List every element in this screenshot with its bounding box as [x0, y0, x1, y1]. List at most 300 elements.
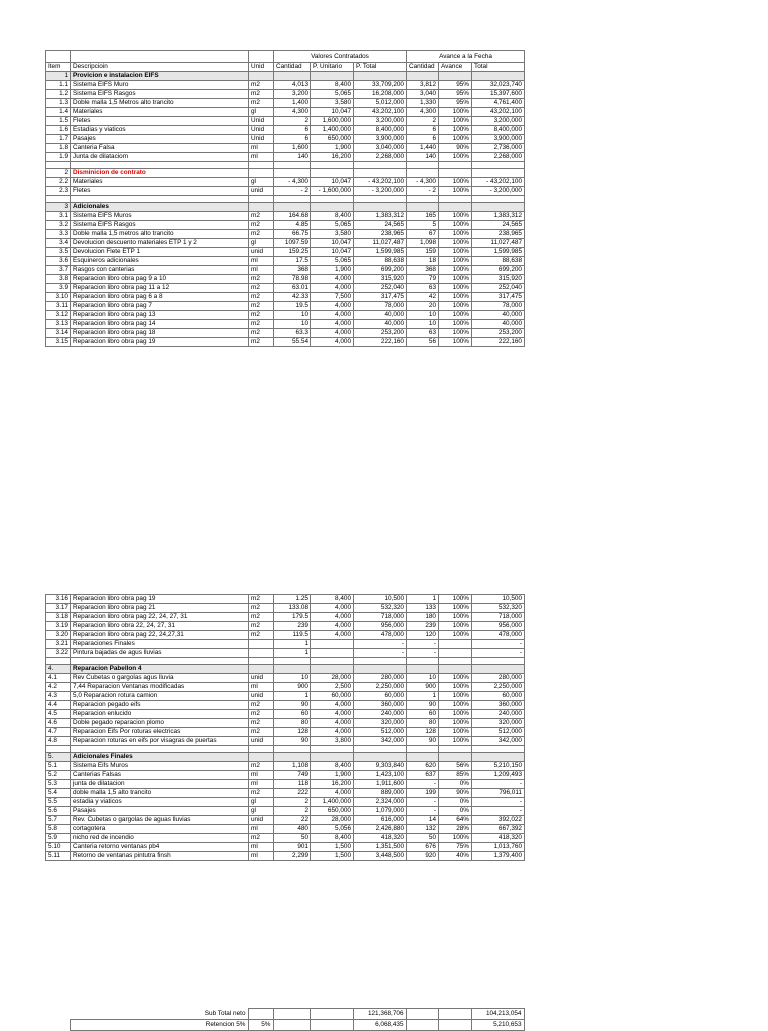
progress-pct-cell: 100% — [439, 604, 472, 613]
item-cell: 3.1 — [46, 212, 71, 221]
unit-price-cell: 1,500 — [311, 852, 354, 861]
table-row — [46, 780, 525, 789]
progress-total-cell: 78,000 — [472, 302, 525, 311]
col-header-quantity: Cantidad — [274, 63, 311, 72]
progress-quantity-cell: - 2 — [407, 187, 439, 196]
progress-quantity-cell: 5 — [407, 221, 439, 230]
quantity-cell — [274, 203, 311, 212]
subtotal-contracted: 121,368,706 — [353, 1009, 406, 1020]
progress-total-cell: 796,011 — [472, 789, 525, 798]
unit-price-cell: 5,065 — [311, 221, 354, 230]
table-row — [46, 710, 525, 719]
unit-cell: m2 — [249, 631, 274, 640]
quantity-cell: 480 — [274, 825, 311, 834]
description-cell: Rasgos con canterias — [71, 266, 249, 275]
total-price-cell: 320,000 — [354, 719, 407, 728]
unit-price-cell: - 1,600,000 — [311, 187, 354, 196]
col-header-item: Item — [46, 63, 71, 72]
unit-price-cell: 8,400 — [311, 81, 354, 90]
item-cell: 3.14 — [46, 329, 71, 338]
item-cell: 4.6 — [46, 719, 71, 728]
total-price-cell — [354, 753, 407, 762]
progress-quantity-cell: 920 — [407, 852, 439, 861]
progress-quantity-cell: 637 — [407, 771, 439, 780]
progress-quantity-cell: 1 — [407, 692, 439, 701]
progress-total-cell: 1,379,400 — [472, 852, 525, 861]
progress-pct-cell: 100% — [439, 329, 472, 338]
progress-pct-cell: 100% — [439, 692, 472, 701]
total-price-cell: 240,000 — [354, 710, 407, 719]
progress-total-cell: 43,202,100 — [472, 108, 525, 117]
unit-cell: ml — [249, 683, 274, 692]
progress-total-cell: 1,209,493 — [472, 771, 525, 780]
quantity-cell: 2 — [274, 117, 311, 126]
subtotal-progress: 104,213,054 — [471, 1009, 524, 1020]
unit-price-cell: 16,200 — [311, 780, 354, 789]
progress-pct-cell: 100% — [439, 311, 472, 320]
unit-price-cell: 5,065 — [311, 257, 354, 266]
progress-total-cell: 253,200 — [472, 329, 525, 338]
contract-table-page-1 — [45, 50, 525, 347]
spacer-cell — [71, 746, 249, 753]
progress-quantity-cell: 79 — [407, 275, 439, 284]
total-price-cell: 418,320 — [354, 834, 407, 843]
spacer-cell — [274, 658, 311, 665]
table-row — [46, 834, 525, 843]
table-row — [46, 843, 525, 852]
spacer-cell — [71, 658, 249, 665]
unit-cell: Unid — [249, 117, 274, 126]
spacer-cell — [354, 658, 407, 665]
group-header-contracted: Valores Contratados — [274, 51, 407, 63]
quantity-cell: 63.01 — [274, 284, 311, 293]
table-row — [46, 338, 525, 347]
description-cell: Sistema EIFS Rasgos — [71, 90, 249, 99]
spacer-cell — [354, 162, 407, 169]
description-cell: nicho red de incendio — [71, 834, 249, 843]
unit-price-cell: 4,000 — [311, 710, 354, 719]
progress-total-cell: 512,000 — [472, 728, 525, 737]
progress-quantity-cell: 50 — [407, 834, 439, 843]
progress-total-cell: 4,761,400 — [472, 99, 525, 108]
item-cell: 4.2 — [46, 683, 71, 692]
progress-quantity-cell: 133 — [407, 604, 439, 613]
item-cell: 2.3 — [46, 187, 71, 196]
total-price-cell: 2,324,000 — [354, 798, 407, 807]
quantity-cell — [274, 169, 311, 178]
table-row — [46, 248, 525, 257]
item-cell: 3.22 — [46, 649, 71, 658]
description-cell: Sistema EIFS Muro — [71, 81, 249, 90]
total-price-cell: 1,383,312 — [354, 212, 407, 221]
progress-total-cell: 360,000 — [472, 701, 525, 710]
unit-price-cell: 4,000 — [311, 338, 354, 347]
table-row — [46, 187, 525, 196]
progress-pct-cell: 100% — [439, 683, 472, 692]
progress-total-cell: 532,320 — [472, 604, 525, 613]
progress-total-cell — [472, 665, 525, 674]
spacer-row — [46, 196, 525, 203]
table-row — [46, 762, 525, 771]
item-cell: 1.1 — [46, 81, 71, 90]
progress-quantity-cell: 900 — [407, 683, 439, 692]
unit-price-cell: 60,000 — [311, 692, 354, 701]
unit-price-cell: 3,580 — [311, 99, 354, 108]
item-cell: 1.9 — [46, 153, 71, 162]
progress-pct-cell — [439, 649, 472, 658]
spacer-cell — [249, 162, 274, 169]
unit-cell: ml — [249, 257, 274, 266]
spacer-cell — [46, 162, 71, 169]
unit-cell: m2 — [249, 212, 274, 221]
item-cell: 1.3 — [46, 99, 71, 108]
progress-pct-cell: 85% — [439, 771, 472, 780]
progress-quantity-cell: 18 — [407, 257, 439, 266]
unit-price-cell: 4,000 — [311, 329, 354, 338]
unit-price-cell: 3,800 — [311, 737, 354, 746]
unit-cell: m2 — [249, 338, 274, 347]
progress-total-cell: 392,022 — [472, 816, 525, 825]
progress-quantity-cell: 60 — [407, 710, 439, 719]
description-cell: 7,44 Reparacion Ventanas modificadas — [71, 683, 249, 692]
description-cell: Reparaciones Finales — [71, 640, 249, 649]
total-price-cell: 16,208,000 — [354, 90, 407, 99]
description-cell: Reparacion libro obra pag 14 — [71, 320, 249, 329]
unit-cell: gl — [249, 178, 274, 187]
description-cell: Reparacion libro obra pag 21 — [71, 604, 249, 613]
progress-total-cell: - 3,200,000 — [472, 187, 525, 196]
description-cell: Materiales — [71, 108, 249, 117]
progress-total-cell — [472, 203, 525, 212]
total-price-cell: 699,200 — [354, 266, 407, 275]
progress-total-cell: - — [472, 798, 525, 807]
column-header-row — [46, 63, 525, 72]
description-cell: Reparacion libro obra pag 6 a 8 — [71, 293, 249, 302]
progress-pct-cell: 100% — [439, 153, 472, 162]
item-cell: 4. — [46, 665, 71, 674]
spacer-cell — [274, 746, 311, 753]
table-row — [46, 275, 525, 284]
description-cell: Doble malla 1,5 Metros alto trancito — [71, 99, 249, 108]
progress-pct-cell: 100% — [439, 212, 472, 221]
unit-cell — [249, 665, 274, 674]
progress-pct-cell: 0% — [439, 798, 472, 807]
item-cell: 3.2 — [46, 221, 71, 230]
unit-price-cell — [311, 753, 354, 762]
item-cell: 2.2 — [46, 178, 71, 187]
quantity-cell: 164.68 — [274, 212, 311, 221]
table-row — [46, 613, 525, 622]
unit-price-cell: 4,000 — [311, 284, 354, 293]
progress-quantity-cell: 2 — [407, 117, 439, 126]
progress-pct-cell: 100% — [439, 613, 472, 622]
description-cell: Reparacion Eifs Por roturas electricas — [71, 728, 249, 737]
unit-cell: m2 — [249, 595, 274, 604]
progress-total-cell: 222,160 — [472, 338, 525, 347]
description-cell: 5,0 Reparacion rotura camion — [71, 692, 249, 701]
quantity-cell: 2 — [274, 798, 311, 807]
unit-cell: m2 — [249, 221, 274, 230]
unit-cell: m2 — [249, 320, 274, 329]
table-row — [46, 81, 525, 90]
description-cell: cortagotera — [71, 825, 249, 834]
progress-pct-cell: 100% — [439, 108, 472, 117]
total-price-cell: 360,000 — [354, 701, 407, 710]
description-cell: Reparacion libro obra pag 18 — [71, 329, 249, 338]
spacer-cell — [249, 196, 274, 203]
quantity-cell: 900 — [274, 683, 311, 692]
spacer-cell — [249, 658, 274, 665]
unit-cell: gl — [249, 807, 274, 816]
quantity-cell: 2,299 — [274, 852, 311, 861]
progress-quantity-cell — [407, 203, 439, 212]
quantity-cell: 2 — [274, 807, 311, 816]
unit-price-cell: 2,500 — [311, 683, 354, 692]
quantity-cell: 6 — [274, 126, 311, 135]
total-price-cell: 889,000 — [354, 789, 407, 798]
progress-quantity-cell — [407, 753, 439, 762]
total-price-cell — [354, 665, 407, 674]
description-cell: Pintura bajadas de agus lluvias — [71, 649, 249, 658]
total-price-cell: 3,040,000 — [354, 144, 407, 153]
unit-price-cell: 16,200 — [311, 153, 354, 162]
retention-label: Retencion 5% — [70, 1020, 248, 1031]
unit-cell: unid — [249, 248, 274, 257]
unit-cell: m2 — [249, 302, 274, 311]
unit-cell: m2 — [249, 311, 274, 320]
col-header-unit-price: P. Unitario — [311, 63, 354, 72]
progress-pct-cell — [439, 169, 472, 178]
quantity-cell: 10 — [274, 320, 311, 329]
progress-total-cell: 956,000 — [472, 622, 525, 631]
progress-quantity-cell: 368 — [407, 266, 439, 275]
spacer-cell — [407, 746, 439, 753]
spacer-row — [46, 162, 525, 169]
unit-price-cell: 8,400 — [311, 595, 354, 604]
unit-cell: ml — [249, 825, 274, 834]
progress-quantity-cell: 10 — [407, 674, 439, 683]
unit-cell: m2 — [249, 90, 274, 99]
progress-pct-cell: 100% — [439, 701, 472, 710]
total-price-cell: 78,000 — [354, 302, 407, 311]
description-cell: Fletes — [71, 117, 249, 126]
table-row — [46, 640, 525, 649]
progress-pct-cell: 56% — [439, 762, 472, 771]
unit-price-cell: 5,056 — [311, 825, 354, 834]
progress-pct-cell: 95% — [439, 99, 472, 108]
group-header-row — [46, 51, 525, 63]
progress-pct-cell: 100% — [439, 710, 472, 719]
progress-total-cell: 10,500 — [472, 595, 525, 604]
progress-quantity-cell: 14 — [407, 816, 439, 825]
description-cell: Materiales — [71, 178, 249, 187]
quantity-cell: 749 — [274, 771, 311, 780]
item-cell: 1.7 — [46, 135, 71, 144]
unit-cell: m2 — [249, 719, 274, 728]
table-row — [46, 135, 525, 144]
total-price-cell: 718,000 — [354, 613, 407, 622]
progress-quantity-cell: 140 — [407, 153, 439, 162]
item-cell: 2 — [46, 169, 71, 178]
progress-quantity-cell: 90 — [407, 737, 439, 746]
progress-pct-cell: 0% — [439, 780, 472, 789]
description-cell: Sistema EIFS Rasgos — [71, 221, 249, 230]
item-cell: 3.20 — [46, 631, 71, 640]
unit-cell: ml — [249, 843, 274, 852]
quantity-cell: 1 — [274, 692, 311, 701]
total-price-cell: 315,920 — [354, 275, 407, 284]
item-cell: 5.5 — [46, 798, 71, 807]
quantity-cell: 63.3 — [274, 329, 311, 338]
item-cell: 1.6 — [46, 126, 71, 135]
table-row — [46, 674, 525, 683]
description-cell: Rev. Cubetas o gargolas de aguas lluvias — [71, 816, 249, 825]
progress-total-cell: 24,565 — [472, 221, 525, 230]
unit-price-cell: 650,000 — [311, 135, 354, 144]
progress-quantity-cell: 1 — [407, 595, 439, 604]
unit-price-cell: 4,000 — [311, 311, 354, 320]
spacer-cell — [407, 658, 439, 665]
unit-price-cell: 8,400 — [311, 762, 354, 771]
progress-quantity-cell: 3,040 — [407, 90, 439, 99]
item-cell: 5.8 — [46, 825, 71, 834]
description-cell: Devolucion descuento materiales ETP 1 y 2 — [71, 239, 249, 248]
progress-total-cell: 718,000 — [472, 613, 525, 622]
retention-pct: 5% — [248, 1020, 273, 1031]
progress-total-cell: 240,000 — [472, 710, 525, 719]
progress-total-cell: - — [472, 649, 525, 658]
total-price-cell: 60,000 — [354, 692, 407, 701]
description-cell: Canteria retorno ventanas pb4 — [71, 843, 249, 852]
unit-price-cell — [311, 72, 354, 81]
item-cell: 3.19 — [46, 622, 71, 631]
spacer-cell — [46, 746, 71, 753]
total-price-cell: 3,200,000 — [354, 117, 407, 126]
unit-price-cell: 10,047 — [311, 248, 354, 257]
table-row — [46, 825, 525, 834]
spacer-cell — [472, 162, 525, 169]
total-price-cell: 317,475 — [354, 293, 407, 302]
progress-total-cell: 11,027,487 — [472, 239, 525, 248]
quantity-cell: - 2 — [274, 187, 311, 196]
progress-quantity-cell — [407, 169, 439, 178]
quantity-cell: 159.25 — [274, 248, 311, 257]
item-cell: 3.3 — [46, 230, 71, 239]
unit-cell: m2 — [249, 762, 274, 771]
progress-total-cell: 317,475 — [472, 293, 525, 302]
unit-price-cell: 8,400 — [311, 834, 354, 843]
unit-cell — [249, 640, 274, 649]
item-cell: 5.4 — [46, 789, 71, 798]
unit-price-cell — [311, 665, 354, 674]
unit-cell — [249, 203, 274, 212]
unit-cell: ml — [249, 144, 274, 153]
progress-pct-cell — [439, 72, 472, 81]
progress-quantity-cell: 56 — [407, 338, 439, 347]
unit-cell — [249, 72, 274, 81]
progress-pct-cell — [439, 753, 472, 762]
progress-quantity-cell: 1,440 — [407, 144, 439, 153]
progress-quantity-cell: 90 — [407, 701, 439, 710]
progress-pct-cell: 95% — [439, 90, 472, 99]
description-cell: Retorno de ventanas pintutra finsh — [71, 852, 249, 861]
progress-pct-cell: 100% — [439, 338, 472, 347]
total-price-cell: 2,250,000 — [354, 683, 407, 692]
progress-quantity-cell: 165 — [407, 212, 439, 221]
quantity-cell: 901 — [274, 843, 311, 852]
progress-pct-cell — [439, 203, 472, 212]
table-row — [46, 595, 525, 604]
item-cell: 3 — [46, 203, 71, 212]
unit-cell: ml — [249, 780, 274, 789]
unit-price-cell: 10,047 — [311, 239, 354, 248]
table-row — [46, 221, 525, 230]
section-row — [46, 753, 525, 762]
unit-cell: ml — [249, 153, 274, 162]
description-cell: Devolucion Flete ETP 1 — [71, 248, 249, 257]
unit-cell: m2 — [249, 275, 274, 284]
unit-price-cell: 10,047 — [311, 108, 354, 117]
unit-cell: m2 — [249, 329, 274, 338]
unit-cell: ml — [249, 771, 274, 780]
unit-cell — [249, 169, 274, 178]
table-row — [46, 683, 525, 692]
unit-cell: ml — [249, 852, 274, 861]
progress-pct-cell: 90% — [439, 144, 472, 153]
spacer-row — [46, 746, 525, 753]
item-cell: 3.4 — [46, 239, 71, 248]
item-cell: 3.9 — [46, 284, 71, 293]
spacer-cell — [354, 746, 407, 753]
table-row — [46, 153, 525, 162]
spacer-cell — [274, 196, 311, 203]
progress-total-cell: - 43,202,100 — [472, 178, 525, 187]
progress-pct-cell: 100% — [439, 284, 472, 293]
table-row — [46, 719, 525, 728]
table-row — [46, 293, 525, 302]
progress-quantity-cell: 239 — [407, 622, 439, 631]
table-row — [46, 789, 525, 798]
progress-quantity-cell — [407, 665, 439, 674]
progress-quantity-cell: 4,300 — [407, 108, 439, 117]
description-cell: junta de dilatacion — [71, 780, 249, 789]
table-row — [46, 311, 525, 320]
quantity-cell: 222 — [274, 789, 311, 798]
progress-total-cell — [472, 753, 525, 762]
progress-quantity-cell: 42 — [407, 293, 439, 302]
progress-quantity-cell: - — [407, 649, 439, 658]
progress-quantity-cell: 10 — [407, 311, 439, 320]
quantity-cell: 1,400 — [274, 99, 311, 108]
total-price-cell: 24,565 — [354, 221, 407, 230]
progress-total-cell — [472, 72, 525, 81]
table-row — [46, 257, 525, 266]
retention-contracted: 6,068,435 — [353, 1020, 406, 1031]
unit-cell: m2 — [249, 284, 274, 293]
total-price-cell: - — [354, 640, 407, 649]
progress-pct-cell — [439, 665, 472, 674]
item-cell: 5. — [46, 753, 71, 762]
progress-quantity-cell: 128 — [407, 728, 439, 737]
table-row — [46, 604, 525, 613]
total-price-cell: 5,012,000 — [354, 99, 407, 108]
progress-quantity-cell — [407, 72, 439, 81]
quantity-cell — [274, 665, 311, 674]
item-cell: 3.16 — [46, 595, 71, 604]
total-price-cell: 10,500 — [354, 595, 407, 604]
description-cell: Reparacion libro obra pag 9 a 10 — [71, 275, 249, 284]
section-row — [46, 203, 525, 212]
